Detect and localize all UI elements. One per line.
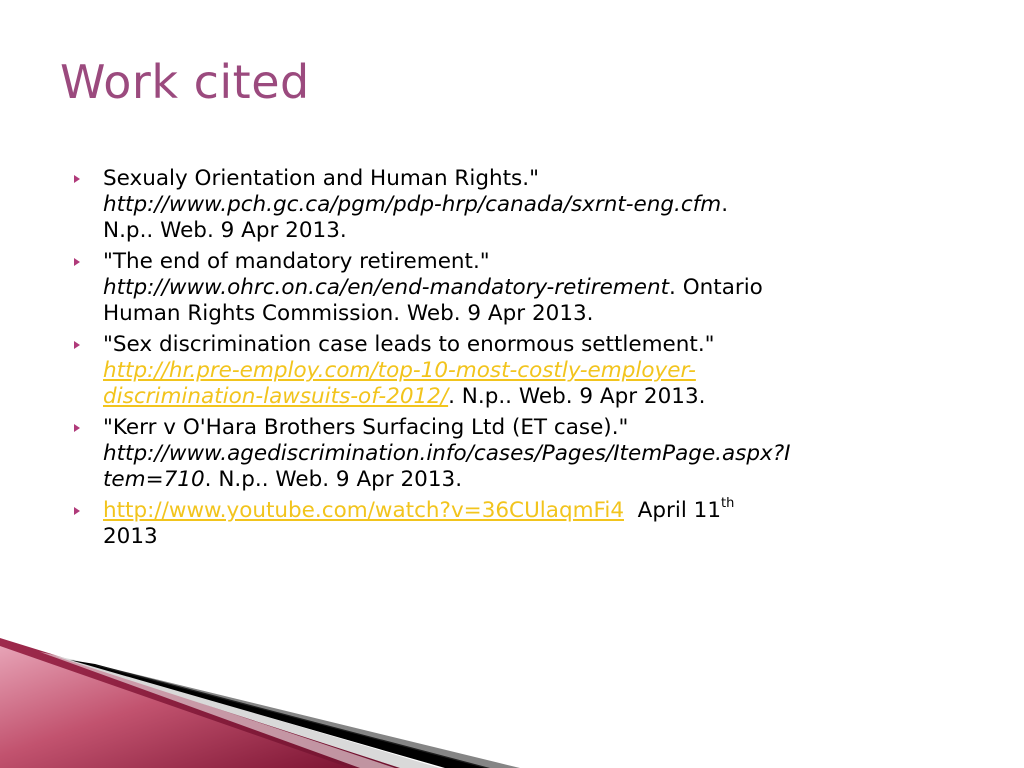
reference-text: "Kerr v O'Hara Brothers Surfacing Ltd (ET case)."	[103, 415, 629, 440]
reference-item	[72, 415, 972, 493]
reference-url: http://www.pch.gc.ca/pgm/pdp-hrp/canada/sxrnt-eng.cfm	[103, 192, 722, 217]
triangle-right-icon	[72, 252, 82, 272]
triangle-right-icon	[72, 418, 82, 438]
reference-text: . N.p.. Web. 9 Apr 2013.	[448, 384, 706, 409]
triangle-right-icon	[72, 335, 82, 355]
reference-link-line	[103, 384, 972, 410]
reference-url: tem=710	[103, 467, 205, 492]
reference-text: .	[721, 192, 729, 217]
reference-text: . N.p.. Web. 9 Apr 2013.	[204, 467, 463, 492]
triangle-right-icon	[72, 169, 82, 189]
decorative-ribbon	[0, 638, 1024, 768]
reference-text: "The end of mandatory retirement."	[103, 249, 490, 274]
reference-url-line	[103, 192, 972, 218]
reference-link-line	[103, 495, 972, 524]
reference-url: http://www.agediscrimination.info/cases/Pages/ItemPage.aspx?I	[103, 441, 791, 466]
reference-date-suffix: th	[721, 495, 735, 511]
reference-item	[72, 166, 972, 244]
reference-date: April 11	[637, 498, 722, 523]
reference-url: http://www.ohrc.on.ca/en/end-mandatory-retirement	[103, 275, 670, 300]
reference-url-line	[103, 275, 972, 301]
reference-text: . Ontario	[669, 275, 763, 300]
reference-link-line	[103, 358, 972, 384]
reference-text: N.p.. Web. 9 Apr 2013.	[103, 218, 347, 243]
reference-link[interactable]: http://hr.pre-employ.com/top-10-most-costly-employer-	[103, 358, 696, 383]
reference-item	[72, 249, 972, 327]
reference-item	[72, 495, 972, 550]
reference-item	[72, 332, 972, 410]
reference-text: Sexualy Orientation and Human Rights."	[103, 166, 539, 191]
youtube-link[interactable]: http://www.youtube.com/watch?v=36CUlaqmFi4	[103, 498, 624, 523]
reference-text: "Sex discrimination case leads to enormous settlement."	[103, 332, 715, 357]
reference-link[interactable]: discrimination-lawsuits-of-2012/	[103, 384, 449, 409]
slide-title: Work cited	[60, 55, 310, 109]
triangle-right-icon	[72, 501, 82, 521]
reference-text: Human Rights Commission. Web. 9 Apr 2013.	[103, 301, 594, 326]
reference-year: 2013	[103, 524, 158, 549]
reference-url-line	[103, 467, 972, 493]
references-list	[72, 166, 972, 555]
